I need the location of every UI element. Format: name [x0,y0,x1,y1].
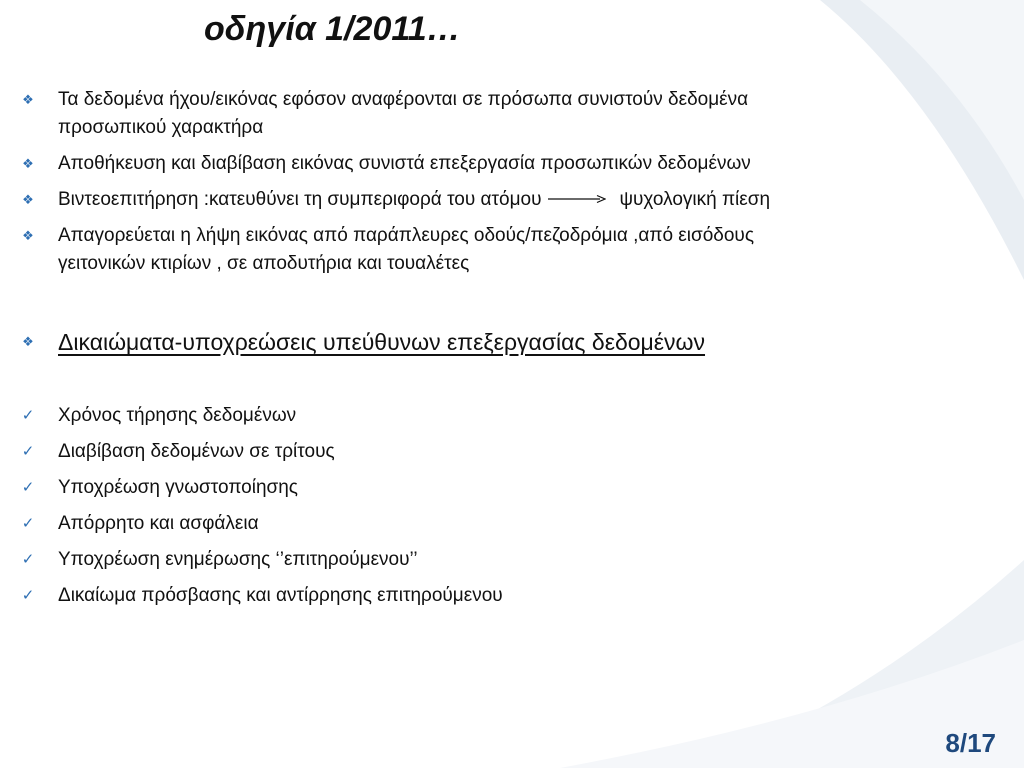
checklist-item [18,474,1003,502]
checkmark-icon: ✓ [21,551,35,568]
checklist-text: Υποχρέωση ενημέρωσης ‘’επιτηρούμενου’’ [58,549,418,570]
checklist-item [18,438,1003,466]
diamond-bullet-icon: ❖ [22,334,34,349]
page-number: 8/17 [945,728,996,758]
checkmark-icon: ✓ [21,587,35,604]
diamond-bullet-icon: ❖ [22,92,34,107]
diamond-bullet-icon: ❖ [22,156,34,171]
checklist-text: Υποχρέωση γνωστοποίησης [58,477,298,498]
checkmark-icon: ✓ [21,407,35,424]
section-heading-item [18,326,1003,358]
checkmark-icon: ✓ [21,479,35,496]
checklist-item [18,582,1003,610]
checklist-item [18,546,1003,574]
bullet-text-line: Απαγορεύεται η λήψη εικόνας από παράπλευρες οδούς/πεζοδρόμια ,από εισόδους [58,225,754,246]
bullet-text-line: Τα δεδομένα ήχου/εικόνας εφόσον αναφέρονται σε πρόσωπα συνιστούν δεδομένα [58,89,749,110]
bullet-item [18,86,1003,142]
bullet-text-after-arrow: ψυχολογική πίεση [619,189,771,210]
bullet-text-line: γειτονικών κτιρίων , σε αποδυτήρια και τουαλέτες [58,253,470,274]
diamond-bullet-icon: ❖ [22,228,34,243]
bullet-text-before-arrow: Βιντεοεπιτήρηση :κατευθύνει τη συμπεριφορά του ατόμου [58,189,542,210]
checklist-text: Απόρρητο και ασφάλεια [58,513,259,534]
bullet-item [18,150,1003,178]
bullet-item [18,222,1003,278]
checklist-text: Διαβίβαση δεδομένων σε τρίτους [58,441,335,462]
bullet-list [18,86,1003,618]
checklist-item [18,510,1003,538]
bullet-text-line: Αποθήκευση και διαβίβαση εικόνας συνιστά επεξεργασία προσωπικών δεδομένων [58,153,751,174]
checkmark-icon: ✓ [21,515,35,532]
bullet-text-line [58,186,1003,214]
checkmark-icon: ✓ [21,443,35,460]
diamond-bullet-icon: ❖ [22,192,34,207]
checklist-item [18,402,1003,430]
bullet-item [18,186,1003,214]
section-heading: Δικαιώματα-υποχρεώσεις υπεύθυνων επεξεργασίας δεδομένων [58,329,706,355]
checklist-text: Χρόνος τήρησης δεδομένων [58,405,297,426]
slide-title: οδηγία 1/2011… [204,10,461,48]
bullet-text-line: προσωπικού χαρακτήρα [58,117,264,138]
right-arrow-icon [548,194,606,204]
checklist-text: Δικαίωμα πρόσβασης και αντίρρησης επιτηρούμενου [58,585,503,606]
